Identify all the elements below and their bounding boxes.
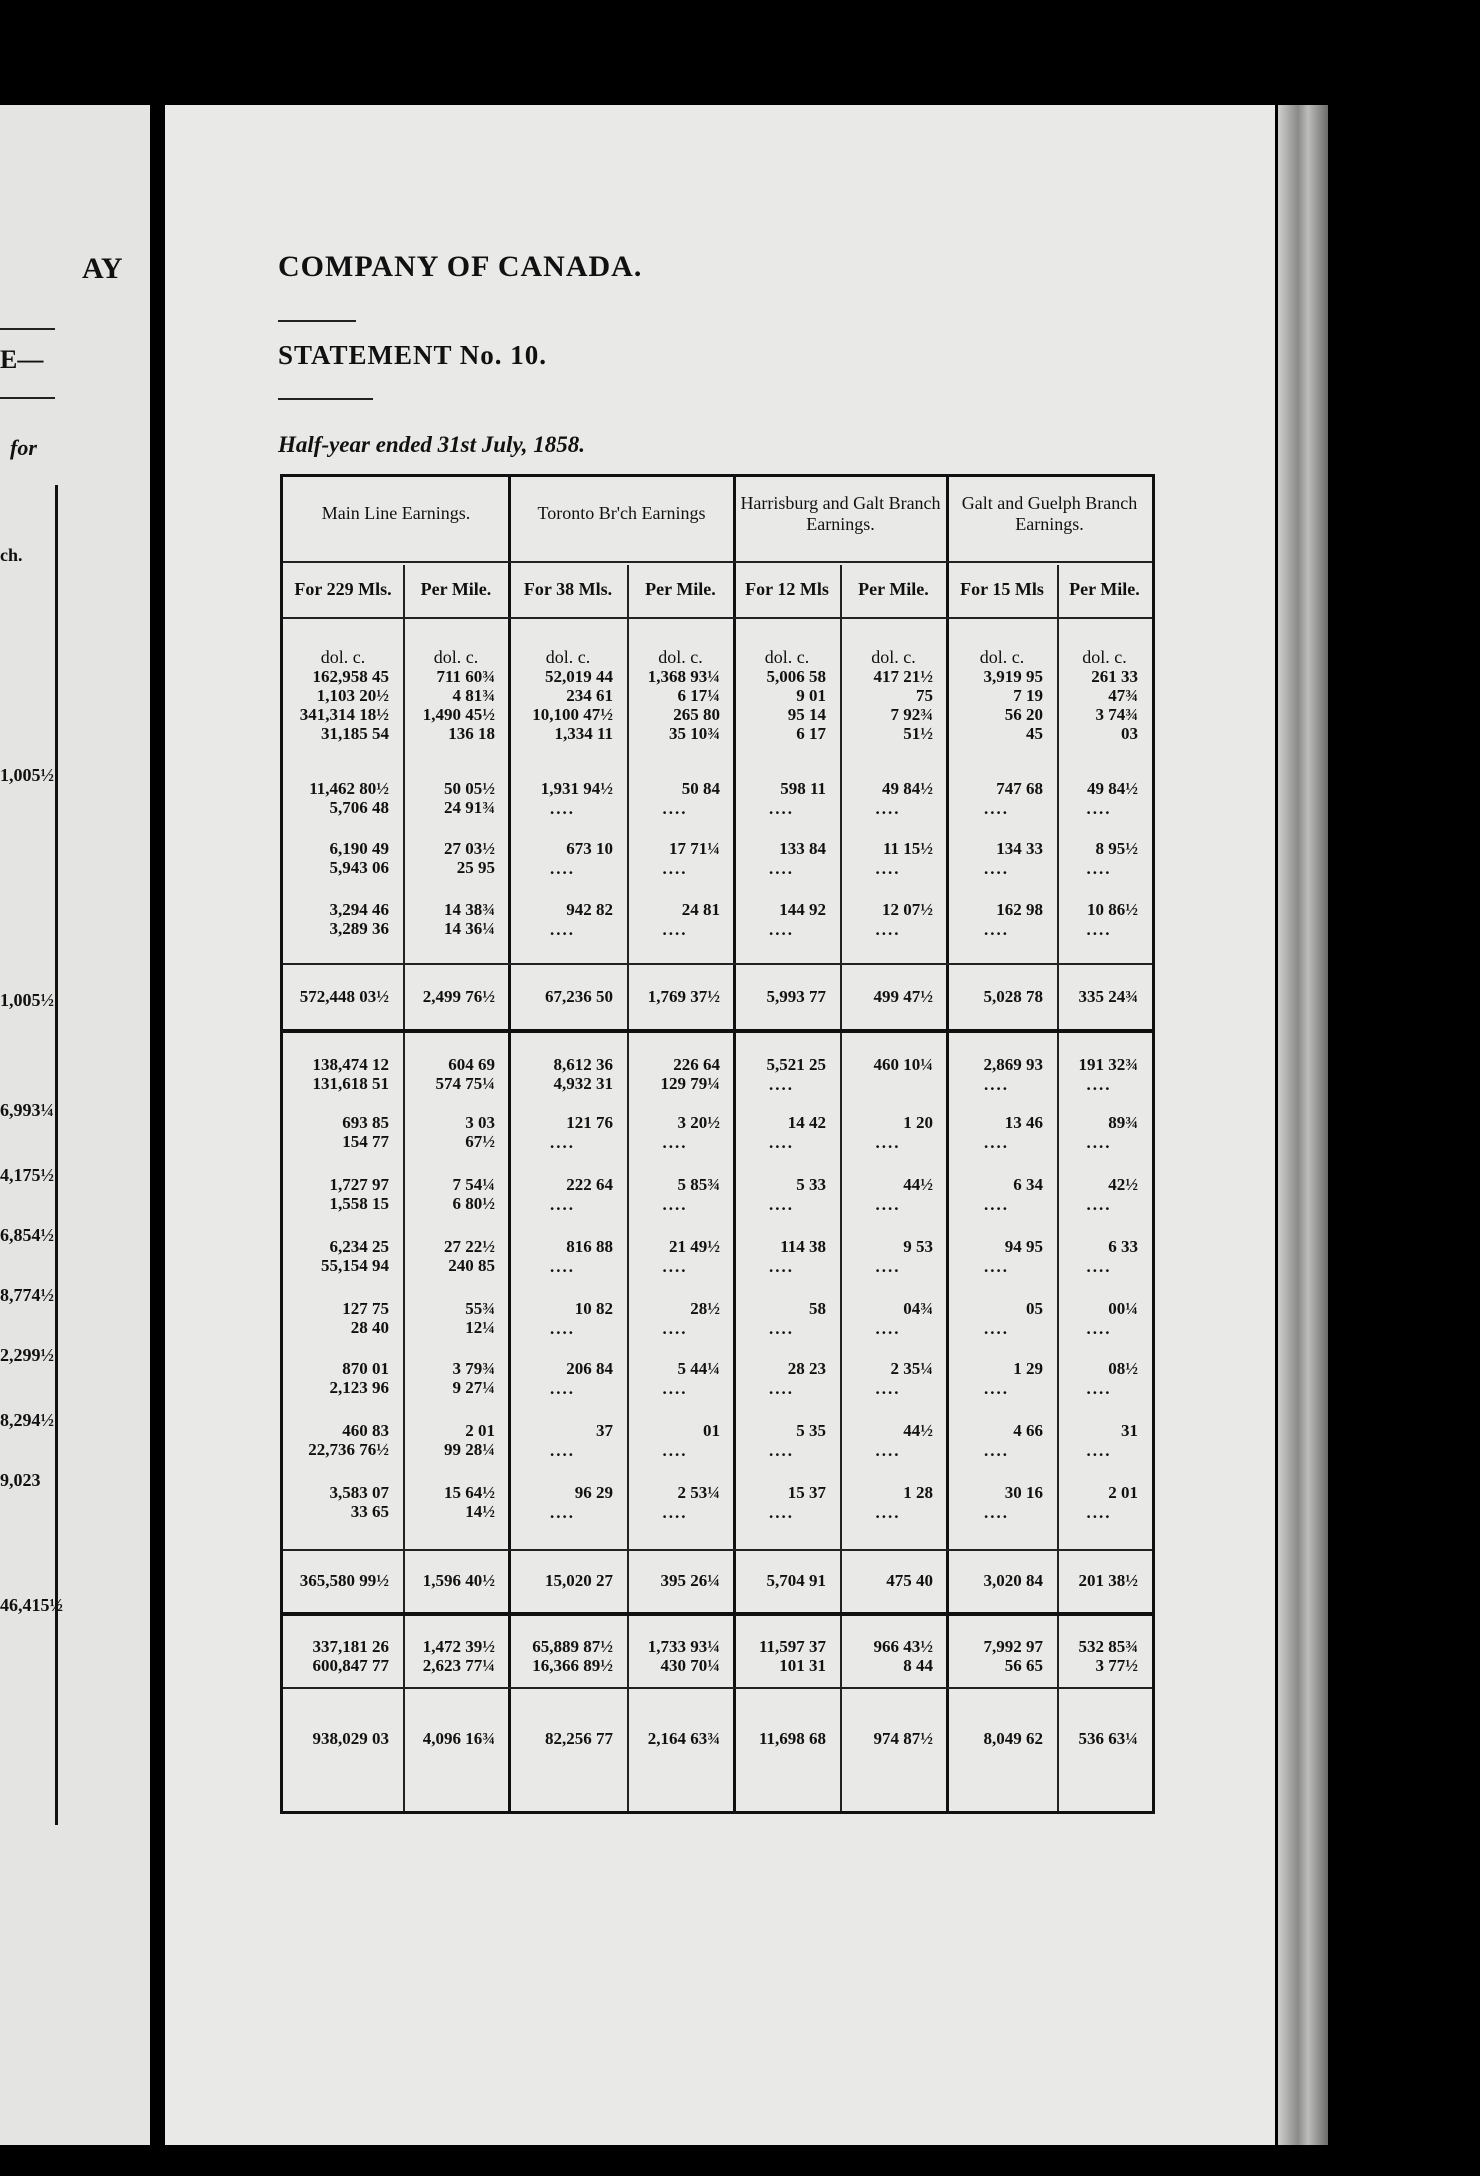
empty-dots: .... <box>984 859 1009 878</box>
empty-dots: .... <box>769 920 794 939</box>
data-cell: 5 33 <box>796 1175 826 1194</box>
empty-dots: .... <box>1086 859 1112 878</box>
data-cell: 13 46 <box>1004 1113 1043 1132</box>
grand-total-cell: 536 63¼ <box>1078 1729 1138 1748</box>
data-cell: 3 03 67½ <box>465 1113 495 1151</box>
empty-dots: .... <box>769 1379 794 1398</box>
data-cell: 5,521 25 <box>766 1055 826 1074</box>
empty-dots: .... <box>984 920 1009 939</box>
empty-dots: .... <box>769 859 794 878</box>
data-cell: 49 84½ <box>882 779 933 798</box>
subheader: For 229 Mls. <box>294 579 392 599</box>
empty-dots: .... <box>662 1257 688 1276</box>
empty-dots: .... <box>769 1075 794 1094</box>
data-cell: 8 95½ <box>1095 839 1138 858</box>
subheader: Per Mile. <box>858 579 929 599</box>
data-cell: 5 85¾ <box>677 1175 720 1194</box>
data-cell: 2,869 93 <box>983 1055 1043 1074</box>
empty-dots: .... <box>550 1195 575 1214</box>
subheader: For 15 Mls <box>960 579 1044 599</box>
data-cell: 7,992 97 56 65 <box>983 1637 1043 1675</box>
total-cell: 1,769 37½ <box>647 987 720 1006</box>
data-cell: 14 42 <box>787 1113 826 1132</box>
data-cell: 44½ <box>903 1421 933 1440</box>
data-cell: 693 85 154 77 <box>342 1113 389 1151</box>
total-cell: 5,028 78 <box>983 987 1043 1006</box>
empty-dots: .... <box>662 799 688 818</box>
data-cell: 2 01 99 28¼ <box>444 1421 495 1459</box>
empty-dots: .... <box>1086 920 1112 939</box>
unit-label: dol. c. <box>433 647 479 667</box>
empty-dots: .... <box>769 1195 794 1214</box>
total-cell: 5,704 91 <box>766 1571 826 1590</box>
data-cell: 08½ <box>1108 1359 1138 1378</box>
data-cell: 3 79¾ 9 27¼ <box>452 1359 495 1397</box>
header-rule <box>283 561 1152 563</box>
data-cell: 11 15½ <box>882 839 933 858</box>
subtotal-rule <box>283 963 1152 965</box>
empty-dots: .... <box>769 799 794 818</box>
data-cell: 52,019 44 234 61 10,100 47½ 1,334 11 <box>532 667 613 743</box>
data-cell: 30 16 <box>1004 1483 1043 1502</box>
data-cell: 604 69 574 75¼ <box>435 1055 495 1093</box>
data-cell: 10 86½ <box>1087 900 1138 919</box>
grand-total-cell: 8,049 62 <box>983 1729 1043 1748</box>
data-cell: 01 <box>703 1421 720 1440</box>
empty-dots: .... <box>1086 1075 1112 1094</box>
data-cell: 04¾ <box>903 1299 933 1318</box>
grand-total-cell: 974 87½ <box>873 1729 933 1748</box>
data-cell: 42½ <box>1108 1175 1138 1194</box>
empty-dots: .... <box>984 1195 1009 1214</box>
empty-dots: .... <box>1086 1441 1112 1460</box>
data-cell: 532 85¾ 3 77½ <box>1078 1637 1138 1675</box>
unit-label: dol. c. <box>320 647 366 667</box>
data-cell: 1 20 <box>903 1113 933 1132</box>
empty-dots: .... <box>769 1503 794 1522</box>
data-cell: 4 66 <box>1013 1421 1043 1440</box>
data-cell: 417 21½ 75 7 92¾ 51½ <box>873 667 933 743</box>
group-header: Toronto Br'ch Earnings <box>537 503 706 523</box>
empty-dots: .... <box>875 920 901 939</box>
data-cell: 1,931 94½ <box>540 779 613 798</box>
data-cell: 89¾ <box>1108 1113 1138 1132</box>
total-cell: 3,020 84 <box>983 1571 1043 1590</box>
subheader-rule <box>283 617 1152 619</box>
left-fragment: 2,299½ <box>0 1345 54 1365</box>
data-cell: 816 88 <box>566 1237 613 1256</box>
data-cell: 3,583 07 33 65 <box>329 1483 389 1521</box>
unit-label: dol. c. <box>658 647 703 667</box>
empty-dots: .... <box>550 859 575 878</box>
empty-dots: .... <box>875 1257 901 1276</box>
data-cell: 6 34 <box>1013 1175 1043 1194</box>
left-rule <box>0 397 55 399</box>
grand-total-cell: 938,029 03 <box>312 1729 389 1748</box>
total-cell: 15,020 27 <box>545 1571 613 1590</box>
data-cell: 65,889 87½ 16,366 89½ <box>532 1637 613 1675</box>
data-cell: 44½ <box>903 1175 933 1194</box>
group-header: Galt and Guelph Branch Earnings. <box>961 493 1138 534</box>
data-cell: 3,294 46 3,289 36 <box>329 900 389 938</box>
data-cell: 460 83 22,736 76½ <box>308 1421 389 1459</box>
total-cell: 201 38½ <box>1078 1571 1138 1590</box>
data-cell: 114 38 <box>780 1237 826 1256</box>
group-header: Main Line Earnings. <box>321 503 471 523</box>
data-cell: 28 23 <box>787 1359 826 1378</box>
earnings-table <box>280 474 1155 1814</box>
data-cell: 27 03½ 25 95 <box>444 839 495 877</box>
data-cell: 162 98 <box>996 900 1043 919</box>
left-fragment: 1,005½ <box>0 990 54 1010</box>
data-cell: 226 64 129 79¼ <box>660 1055 720 1093</box>
subheader: For 38 Mls. <box>523 579 613 599</box>
period-subtitle: Half-year ended 31st July, 1858. <box>278 432 586 457</box>
empty-dots: .... <box>1086 1319 1112 1338</box>
empty-dots: .... <box>662 1441 688 1460</box>
data-cell: 673 10 <box>566 839 613 858</box>
empty-dots: .... <box>984 799 1009 818</box>
empty-dots: .... <box>769 1319 794 1338</box>
empty-dots: .... <box>769 1257 794 1276</box>
section-rule <box>283 1029 1152 1033</box>
empty-dots: .... <box>875 799 901 818</box>
left-fragment: 6,854½ <box>0 1225 54 1245</box>
empty-dots: .... <box>984 1379 1009 1398</box>
data-cell: 261 33 47¾ 3 74¾ 03 <box>1091 667 1138 743</box>
empty-dots: .... <box>1086 1195 1112 1214</box>
data-cell: 206 84 <box>566 1359 613 1378</box>
data-cell: 9 53 <box>903 1237 933 1256</box>
empty-dots: .... <box>875 1195 901 1214</box>
data-cell: 3,919 95 7 19 56 20 45 <box>983 667 1043 743</box>
empty-dots: .... <box>769 1133 794 1152</box>
data-cell: 28½ <box>690 1299 720 1318</box>
subheader: For 12 Mls <box>745 579 829 599</box>
empty-dots: .... <box>875 1503 901 1522</box>
data-cell: 966 43½ 8 44 <box>873 1637 933 1675</box>
data-cell: 121 76 <box>566 1113 613 1132</box>
data-cell: 94 95 <box>1004 1237 1043 1256</box>
empty-dots: .... <box>984 1441 1009 1460</box>
left-table-border <box>55 485 58 1825</box>
data-cell: 12 07½ <box>882 900 933 919</box>
data-cell: 6,190 49 5,943 06 <box>329 839 389 877</box>
subheader: Per Mile. <box>645 579 716 599</box>
total-cell: 5,993 77 <box>766 987 826 1006</box>
left-fragment: 6,993¼ <box>0 1100 54 1120</box>
data-cell: 10 82 <box>574 1299 613 1318</box>
data-cell: 15 64½ 14½ <box>444 1483 495 1521</box>
data-cell: 747 68 <box>996 779 1043 798</box>
data-cell: 27 22½ 240 85 <box>444 1237 495 1275</box>
data-cell: 1,472 39½ 2,623 77¼ <box>422 1637 495 1675</box>
empty-dots: .... <box>550 1133 575 1152</box>
data-cell: 2 01 <box>1108 1483 1138 1502</box>
left-fragment: 8,774½ <box>0 1285 54 1305</box>
title-rule <box>278 320 356 322</box>
data-cell: 598 11 <box>780 779 826 798</box>
empty-dots: .... <box>662 1319 688 1338</box>
grand-total-cell: 2,164 63¾ <box>647 1729 720 1748</box>
total-cell: 67,236 50 <box>545 987 613 1006</box>
data-cell: 6 33 <box>1108 1237 1138 1256</box>
empty-dots: .... <box>875 1441 901 1460</box>
left-fragment: 8,294½ <box>0 1410 54 1430</box>
data-cell: 711 60¾ 4 81¾ 1,490 45½ 136 18 <box>422 667 495 743</box>
empty-dots: .... <box>984 1075 1009 1094</box>
data-cell: 127 75 28 40 <box>342 1299 389 1337</box>
left-rule <box>0 328 55 330</box>
empty-dots: .... <box>550 920 575 939</box>
empty-dots: .... <box>984 1133 1009 1152</box>
data-cell: 17 71¼ <box>669 839 720 858</box>
left-fragment: for <box>10 435 37 460</box>
unit-label: dol. c. <box>764 647 810 667</box>
total-cell: 335 24¾ <box>1078 987 1138 1006</box>
data-cell: 14 38¾ 14 36¼ <box>444 900 495 938</box>
empty-dots: .... <box>1086 1379 1112 1398</box>
empty-dots: .... <box>550 1319 575 1338</box>
total-cell: 475 40 <box>886 1571 933 1590</box>
left-fragment: 9,023 <box>0 1470 41 1490</box>
data-cell: 134 33 <box>996 839 1043 858</box>
left-fragment: AY <box>82 252 123 285</box>
page-title: COMPANY OF CANADA. <box>278 250 643 283</box>
left-fragment: E— <box>0 345 44 374</box>
empty-dots: .... <box>550 1379 575 1398</box>
data-cell: 337,181 26 600,847 77 <box>312 1637 389 1675</box>
total-cell: 395 26¼ <box>660 1571 720 1590</box>
data-cell: 11,597 37 101 31 <box>758 1637 826 1675</box>
grand-total-cell: 11,698 68 <box>758 1729 826 1748</box>
data-cell: 133 84 <box>779 839 826 858</box>
data-cell: 50 05½ 24 91¾ <box>444 779 495 817</box>
data-cell: 5 35 <box>796 1421 826 1440</box>
data-cell: 2 53¼ <box>677 1483 720 1502</box>
data-cell: 50 84 <box>681 779 720 798</box>
data-cell: 6,234 25 55,154 94 <box>321 1237 389 1275</box>
unit-label: dol. c. <box>545 647 591 667</box>
left-fragment: 46,415½ <box>0 1595 63 1615</box>
data-cell: 191 32¾ <box>1078 1055 1138 1074</box>
empty-dots: .... <box>662 1195 688 1214</box>
data-cell: 162,958 45 1,103 20½ 341,314 18½ 31,185 54 <box>299 667 389 743</box>
data-cell: 138,474 12 131,618 51 <box>312 1055 389 1093</box>
unit-label: dol. c. <box>871 647 916 667</box>
data-cell: 37 <box>596 1421 613 1440</box>
left-fragment: 4,175½ <box>0 1165 54 1185</box>
facing-page-fragment <box>0 105 150 2145</box>
statement-heading: STATEMENT No. 10. <box>278 340 548 370</box>
data-cell: 11,462 80½ 5,706 48 <box>309 779 389 817</box>
empty-dots: .... <box>875 1133 901 1152</box>
group-header: Harrisburg and Galt Branch Earnings. <box>740 493 941 534</box>
empty-dots: .... <box>984 1319 1009 1338</box>
data-cell: 96 29 <box>574 1483 613 1502</box>
empty-dots: .... <box>662 920 688 939</box>
left-fragment: 1,005½ <box>0 765 54 785</box>
empty-dots: .... <box>984 1257 1009 1276</box>
subheader: Per Mile. <box>420 579 492 599</box>
data-cell: 1,368 93¼ 6 17¼ 265 80 35 10¾ <box>647 667 720 743</box>
empty-dots: .... <box>875 1379 901 1398</box>
empty-dots: .... <box>662 1503 688 1522</box>
data-cell: 55¾ 12¼ <box>465 1299 495 1337</box>
statement-rule <box>278 398 373 400</box>
unit-label: dol. c. <box>1082 647 1127 667</box>
total-cell: 499 47½ <box>873 987 933 1006</box>
unit-label: dol. c. <box>979 647 1025 667</box>
data-cell: 49 84½ <box>1087 779 1138 798</box>
empty-dots: .... <box>1086 1133 1112 1152</box>
grand-total-cell: 82,256 77 <box>545 1729 613 1748</box>
data-cell: 05 <box>1026 1299 1043 1318</box>
data-cell: 1 29 <box>1013 1359 1043 1378</box>
data-cell: 58 <box>809 1299 826 1318</box>
empty-dots: .... <box>875 859 901 878</box>
total-cell: 2,499 76½ <box>422 987 495 1006</box>
data-cell: 144 92 <box>779 900 826 919</box>
data-cell: 460 10¼ <box>873 1055 933 1074</box>
empty-dots: .... <box>662 1379 688 1398</box>
data-cell: 2 35¼ <box>890 1359 933 1378</box>
empty-dots: .... <box>1086 1257 1112 1276</box>
total-cell: 365,580 99½ <box>299 1571 389 1590</box>
empty-dots: .... <box>1086 799 1112 818</box>
data-cell: 7 54¼ 6 80½ <box>452 1175 495 1213</box>
empty-dots: .... <box>550 799 575 818</box>
data-cell: 31 <box>1121 1421 1138 1440</box>
data-cell: 1,733 93¼ 430 70¼ <box>647 1637 720 1675</box>
empty-dots: .... <box>550 1441 575 1460</box>
section-rule <box>283 1612 1152 1616</box>
empty-dots: .... <box>550 1503 575 1522</box>
empty-dots: .... <box>984 1503 1009 1522</box>
empty-dots: .... <box>875 1319 901 1338</box>
empty-dots: .... <box>662 859 688 878</box>
subheader: Per Mile. <box>1069 579 1140 599</box>
total-cell: 1,596 40½ <box>422 1571 495 1590</box>
data-cell: 5,006 58 9 01 95 14 6 17 <box>766 667 826 743</box>
data-cell: 942 82 <box>566 900 613 919</box>
empty-dots: .... <box>1086 1503 1112 1522</box>
data-cell: 3 20½ <box>677 1113 720 1132</box>
data-cell: 24 81 <box>681 900 720 919</box>
data-cell: 21 49½ <box>669 1237 720 1256</box>
empty-dots: .... <box>550 1257 575 1276</box>
data-cell: 8,612 36 4,932 31 <box>553 1055 613 1093</box>
data-cell: 870 01 2,123 96 <box>329 1359 389 1397</box>
data-cell: 222 64 <box>566 1175 613 1194</box>
data-cell: 1 28 <box>903 1483 933 1502</box>
data-cell: 5 44¼ <box>677 1359 720 1378</box>
grand-total-cell: 4,096 16¾ <box>422 1729 495 1748</box>
data-cell: 00¼ <box>1108 1299 1138 1318</box>
data-cell: 15 37 <box>787 1483 826 1502</box>
book-spine <box>1278 105 1328 2145</box>
data-cell: 1,727 97 1,558 15 <box>329 1175 389 1213</box>
subtotal-rule <box>283 1549 1152 1551</box>
grand-total-rule <box>283 1687 1152 1689</box>
empty-dots: .... <box>769 1441 794 1460</box>
total-cell: 572,448 03½ <box>299 987 389 1006</box>
left-fragment: ch. <box>0 545 23 565</box>
empty-dots: .... <box>662 1133 688 1152</box>
